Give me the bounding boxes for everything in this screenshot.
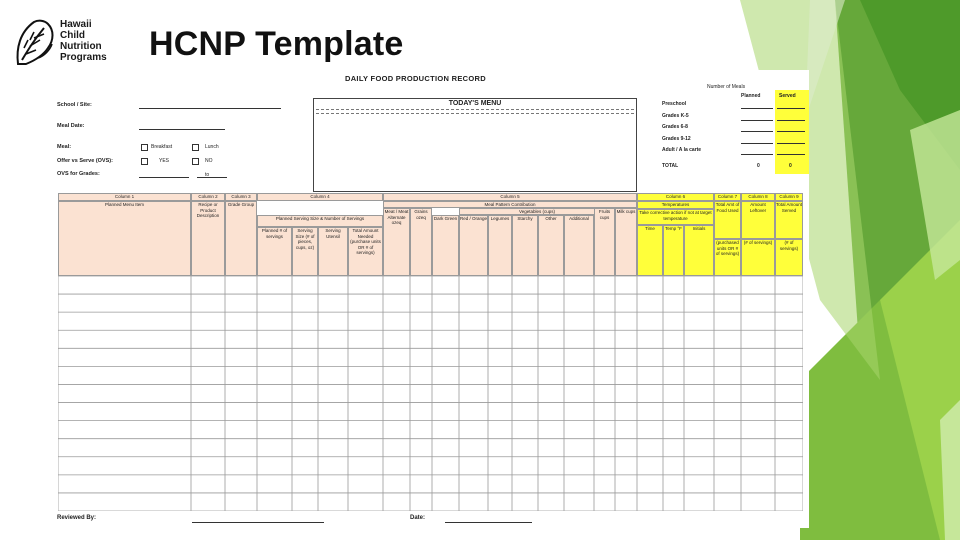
meal-date-line (139, 129, 225, 130)
meal-row-label: Adult / A la carte (662, 147, 702, 153)
temperatures-header: Temperatures (637, 201, 714, 209)
column-number-label: Column 2 (191, 193, 225, 201)
serving-size-header: Serving Size (# of pieces, cups, oz) (292, 227, 318, 276)
logo-line-1: Hawaii (60, 19, 92, 30)
milk-header: Milk cups (615, 208, 637, 276)
planned-header: Planned (741, 93, 761, 99)
column-number-label: Column 3 (225, 193, 257, 201)
grains-header: Grains ozeq (410, 208, 432, 276)
school-site-line (139, 108, 281, 109)
servings-note: (# of servings) (741, 239, 775, 276)
total-amount-header: Total Amount Needed (purchase units OR # of servings) (348, 227, 383, 276)
planned-menu-item-header: Planned Menu Item (58, 201, 191, 276)
reviewed-by-line (192, 522, 324, 523)
amount-leftover-header: Amount Leftover (741, 201, 775, 239)
dark-green-header: Dark Green (432, 215, 459, 276)
planned-servings-header: Planned # of servings (257, 227, 292, 276)
logo-line-4: Programs (60, 52, 107, 63)
ovs-grade-from-line (139, 177, 189, 178)
total-amt-food-header: Total Amt of Food Used (714, 201, 741, 239)
grade-group-header: Grade Group (225, 201, 257, 276)
total-amount-served-header: Total Amount Served (775, 201, 803, 239)
ovs-grades-label: OVS for Grades: (57, 171, 100, 177)
served-line (777, 154, 805, 155)
school-site-label: School / Site: (57, 102, 92, 108)
meal-row-label: Grades K-5 (662, 112, 689, 119)
meal-row-label: Grades 6-8 (662, 124, 688, 130)
todays-menu-title: TODAY'S MENU (448, 100, 502, 107)
meal-row-label: TOTAL (662, 162, 679, 169)
meal-row-served: 0 (789, 162, 792, 169)
todays-menu-box (313, 98, 637, 192)
date-label: Date: (410, 515, 426, 521)
served-line (777, 120, 805, 121)
ovs-yes-label: YES (159, 158, 170, 164)
daily-food-production-record (55, 70, 809, 528)
ovs-yes-checkbox (141, 158, 148, 165)
meat-header: Meat / Meat Alternate ozeq (383, 208, 410, 276)
planned-line (741, 108, 773, 109)
planned-line (741, 120, 773, 121)
fruits-header: Fruits cups (594, 208, 615, 276)
red-orange-header: Red / Orange (459, 215, 488, 276)
served-line (777, 143, 805, 144)
meal-date-label: Meal Date: (57, 123, 85, 129)
meal-row-label: Grades 9-12 (662, 135, 691, 142)
ovs-grade-to-line (197, 177, 227, 178)
column-number-label: Column 6 (637, 193, 714, 201)
additional-header: Additional (564, 215, 594, 276)
starchy-header: Starchy (512, 215, 538, 276)
planned-serving-header: Planned Serving Size & Number of Servings (257, 215, 383, 227)
meal-pattern-header: Meal Pattern Contribution (383, 201, 637, 208)
planned-line (741, 143, 773, 144)
date-line (445, 522, 532, 523)
logo-line-2: Child (60, 30, 85, 41)
temp-header: Temp °F (663, 225, 684, 276)
purchased-units-note: (purchased units OR # of servings) (714, 239, 741, 276)
lunch-checkbox (192, 144, 199, 151)
column-number-label: Column 1 (58, 193, 191, 201)
recipe-header: Recipe or Product Description (191, 201, 225, 276)
ovs-label: Offer vs Serve (OVS): (57, 158, 113, 164)
legumes-header: Legumes (488, 215, 512, 276)
served-header: Served (779, 93, 796, 99)
meal-row-label: Preschool (662, 101, 687, 107)
served-line (777, 131, 805, 132)
breakfast-checkbox (141, 144, 148, 151)
column-number-label: Column 8 (741, 193, 775, 201)
other-header: Other (538, 215, 564, 276)
serving-utensil-header: Serving Utensil (318, 227, 348, 276)
ovs-no-label: NO (205, 158, 213, 164)
breakfast-label: Breakfast (151, 144, 173, 150)
reviewed-by-label: Reviewed By: (57, 515, 97, 521)
column-number-label: Column 7 (714, 193, 741, 201)
logo-line-3: Nutrition (60, 41, 102, 52)
column-number-label: Column 9 (775, 193, 803, 201)
meals-header: Number of Meals (707, 84, 746, 90)
take-corrective-action: Take corrective action if not at target temperature (637, 209, 714, 225)
form-title: DAILY FOOD PRODUCTION RECORD (345, 74, 486, 83)
column-headers (58, 193, 803, 276)
served-line (777, 108, 805, 109)
column-number-label: Column 4 (257, 193, 383, 201)
servings-note-2: (# of servings) (775, 239, 803, 276)
planned-line (741, 154, 773, 155)
meal-label: Meal: (57, 144, 72, 150)
leaf-logo-icon (14, 18, 56, 68)
initials-header: Initials (684, 225, 714, 276)
slide-title: HCNP Template (149, 25, 404, 63)
time-header: Time (637, 225, 663, 276)
planned-line (741, 131, 773, 132)
lunch-label: Lunch (205, 144, 219, 150)
vegetables-header: Vegetables (cups) (459, 208, 615, 215)
hcnp-logo (14, 18, 124, 68)
meal-row-planned: 0 (757, 162, 760, 169)
ovs-to-label: to (205, 172, 210, 178)
ovs-no-checkbox (192, 158, 199, 165)
production-grid (58, 276, 803, 511)
column-number-label: Column 5 (383, 193, 637, 201)
